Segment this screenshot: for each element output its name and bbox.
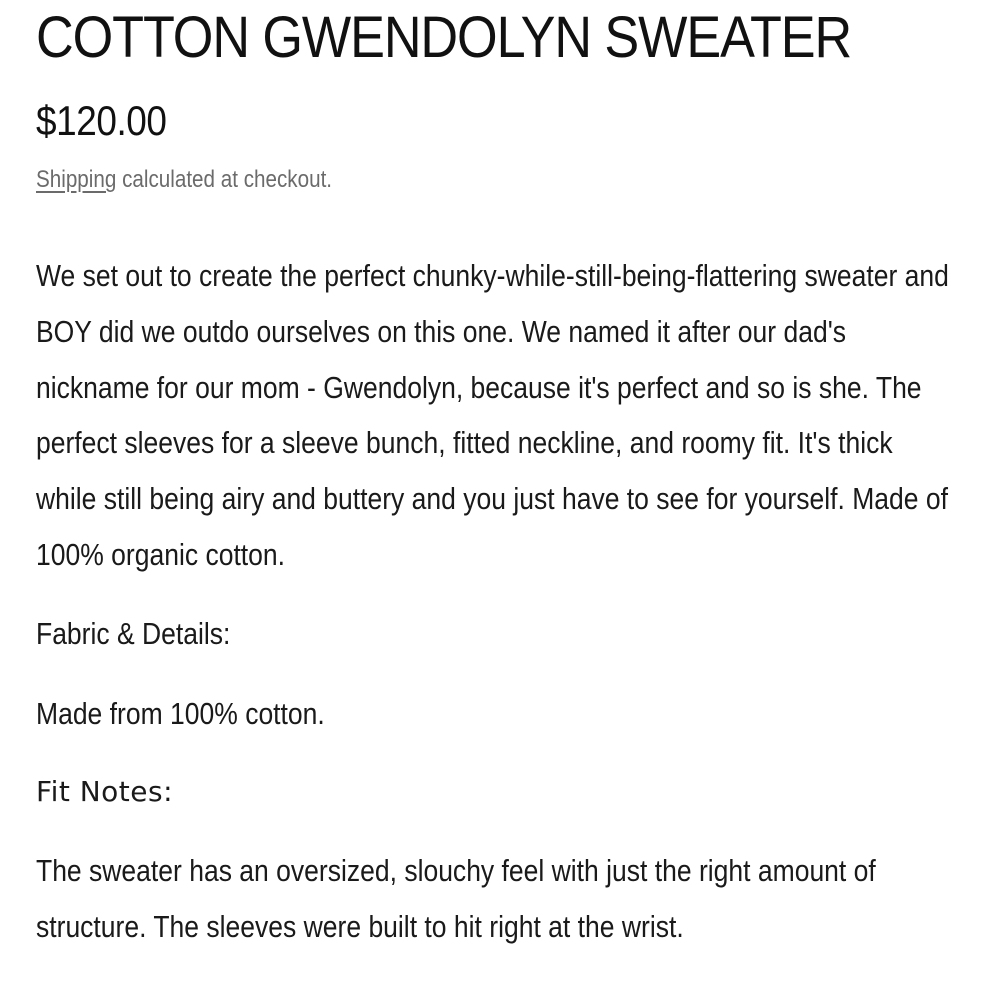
product-title: COTTON GWENDOLYN SWEATER [36, 5, 852, 70]
fabric-details-heading: Fabric & Details: [36, 616, 231, 651]
shipping-note-text: calculated at checkout. [116, 166, 333, 193]
fabric-details-text: Made from 100% cotton. [36, 696, 325, 731]
shipping-link[interactable]: Shipping [36, 166, 117, 193]
product-price: $120.00 [36, 97, 167, 144]
shipping-note [36, 164, 332, 196]
fit-notes-text: The sweater has an oversized, slouchy feel with just the right amount of structure. The sleeves were built to hit right at the wrist. [36, 853, 876, 944]
product-description: We set out to create the perfect chunky-while-still-being-flattering sweater and BOY did we outdo ourselves on this one. We named it after our dad's nickname for our mom - Gwendolyn, because it's perfect and so is she. The perfect sleeves for a sleeve bunch, fitted neckline, and roomy fit. It's thick while still being airy and buttery and you just have to see for yourself. Made of 100% organic cotton. [36, 258, 949, 572]
fit-notes-heading: Fit Notes: [36, 775, 174, 808]
